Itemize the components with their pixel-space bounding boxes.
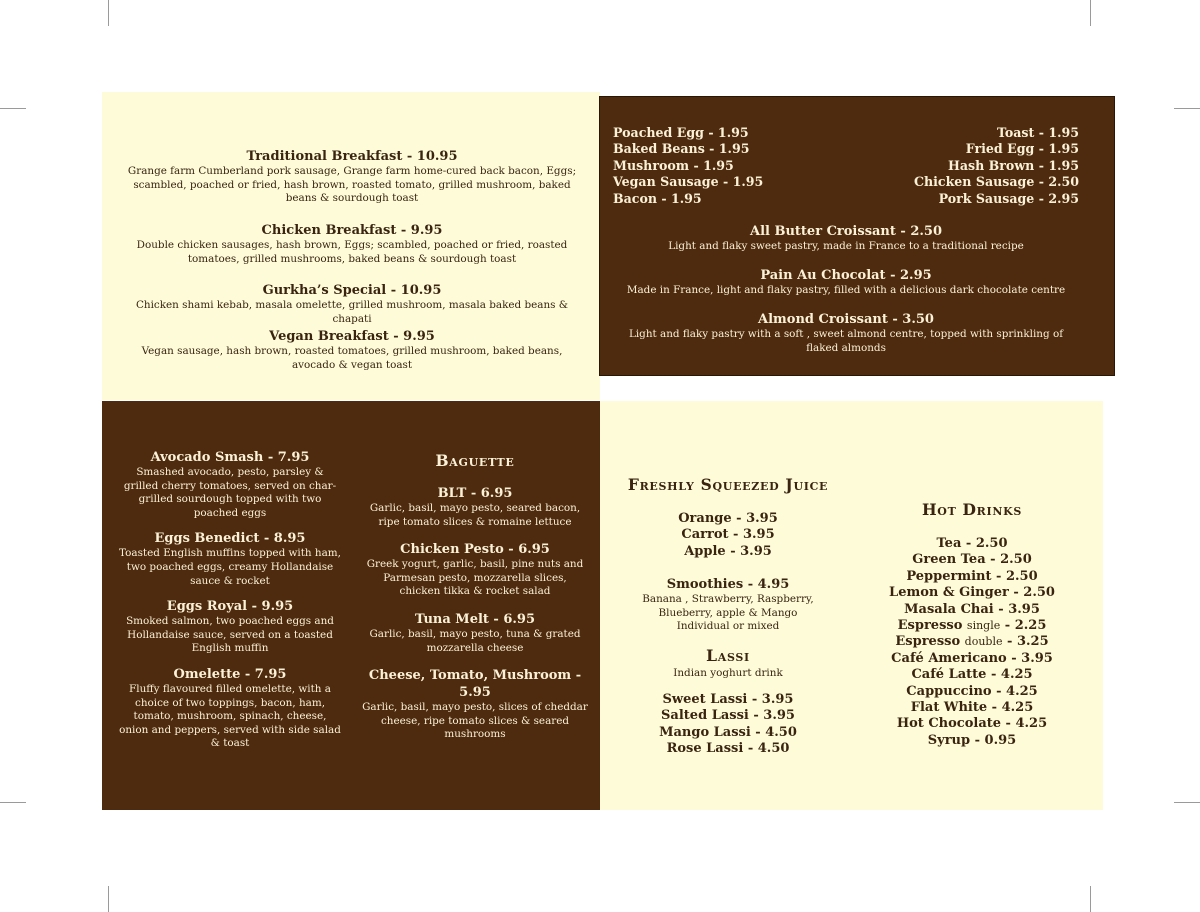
menu-item-title: Eggs Benedict - 8.95 <box>154 531 306 547</box>
drink-name: Café Americano <box>891 650 1007 666</box>
hot-drink-item <box>862 700 1082 716</box>
menu-item <box>118 530 342 588</box>
menu-item-title: Chicken Pesto - 6.95 <box>400 542 550 558</box>
menu-item-title: Chicken Breakfast - 9.95 <box>261 223 443 238</box>
menu-item-desc: Garlic, basil, mayo pesto, seared bacon, ripe tomato slices & romaine lettuce <box>369 502 581 528</box>
extra-item: Pork Sausage - 2.95 <box>938 190 1079 206</box>
hot-drink-item <box>862 634 1082 650</box>
crop-mark <box>108 0 109 26</box>
drink-name: Syrup <box>927 732 971 748</box>
hot-drink-item <box>862 569 1082 585</box>
extra-item: Fried Egg - 1.95 <box>965 141 1079 157</box>
extras-panel <box>599 96 1115 376</box>
hot-food-panel <box>102 401 601 810</box>
lassi-subtitle: Indian yoghurt drink <box>673 667 783 679</box>
extras-left-list <box>613 125 763 207</box>
hot-drink-item <box>862 585 1082 601</box>
drink-size-note: single <box>966 619 1001 633</box>
baguette-column <box>362 451 588 742</box>
menu-item-desc: Garlic, basil, mayo pesto, slices of cheddar cheese, ripe tomato slices & seared mushrooms <box>362 701 588 741</box>
menu-item-desc: Toasted English muffins topped with ham, two poached eggs, creamy Hollandaise sauce & rocket <box>119 547 341 587</box>
extra-item: Hash Brown - 1.95 <box>947 157 1079 173</box>
menu-item-desc: Fluffy flavoured filled omelette, with a choice of two toppings, bacon, ham, tomato, mushroom, spinach, cheese, onion and peppers, served with side salad & toast <box>119 682 341 750</box>
menu-item-desc: Smoked salmon, two poached eggs and Hollandaise sauce, served on a toasted English muffin <box>126 615 334 655</box>
section-heading: Baguette <box>435 451 515 470</box>
menu-item <box>362 667 588 742</box>
drink-name: Hot Chocolate <box>896 716 1002 732</box>
drink-price: - 2.50 <box>961 536 1008 551</box>
hot-drink-item <box>862 651 1082 667</box>
drink-price: - 2.50 <box>985 552 1032 568</box>
drink-name: Lemon & Ginger <box>889 585 1009 601</box>
drink-size-note: double <box>964 635 1003 649</box>
lassi-item: Rose Lassi - 4.50 <box>666 741 790 757</box>
extra-item: Chicken Sausage - 2.50 <box>913 174 1079 190</box>
menu-item <box>122 222 582 266</box>
hot-drink-item <box>862 684 1082 700</box>
hot-drink-item <box>862 536 1082 552</box>
drink-price: - 0.95 <box>970 732 1017 748</box>
lassi-item: Mango Lassi - 4.50 <box>659 724 797 740</box>
pastry-item <box>618 223 1074 254</box>
hot-drink-item <box>862 716 1082 732</box>
extra-item: Toast - 1.95 <box>996 125 1079 140</box>
extra-item: Bacon - 1.95 <box>613 190 702 206</box>
extra-item: Mushroom - 1.95 <box>613 157 734 173</box>
menu-item-title: Eggs Royal - 9.95 <box>166 599 294 615</box>
pastry-item <box>618 267 1074 298</box>
hot-dishes-column <box>118 449 342 751</box>
menu-item-desc: Garlic, basil, mayo pesto, tuna & grated mozzarella cheese <box>369 627 581 654</box>
menu-item-title: Omelette - 7.95 <box>173 666 287 682</box>
drink-price: - 2.25 <box>1000 618 1047 634</box>
hot-drink-item <box>862 667 1082 683</box>
menu-item-desc: Double chicken sausages, hash brown, Eggs; scambled, poached or fried, roasted tomatoes, grilled mushrooms, baked beans & sourdough toast <box>136 239 568 265</box>
drink-price: - 3.25 <box>1002 634 1049 650</box>
drink-name: Cappuccino <box>906 683 992 699</box>
drinks-panel <box>600 401 1103 810</box>
smoothies <box>606 576 850 634</box>
menu-item-desc: Smashed avocado, pesto, parsley & grilled cherry tomatoes, served on char- grilled sourdough topped with two poached eggs <box>123 466 337 519</box>
section-heading: Freshly Squeezed Juice <box>627 475 829 494</box>
drink-name: Peppermint <box>906 568 992 584</box>
drink-name: Masala Chai <box>904 601 994 617</box>
breakfast-panel <box>102 92 600 400</box>
drink-name: Café Latte <box>911 667 987 683</box>
hot-drinks-column <box>862 500 1082 749</box>
menu-item-title: BLT - 6.95 <box>437 486 513 501</box>
extras-right-list <box>914 125 1079 207</box>
pastry-title: All Butter Croissant - 2.50 <box>749 224 943 239</box>
extra-item: Vegan Sausage - 1.95 <box>613 174 764 190</box>
menu-item <box>122 328 582 372</box>
crop-mark <box>1090 0 1091 26</box>
lassi-item: Salted Lassi - 3.95 <box>661 708 795 724</box>
hot-drink-item <box>862 552 1082 568</box>
hot-drink-item <box>862 618 1082 634</box>
crop-mark <box>0 802 26 803</box>
menu-item <box>118 666 342 751</box>
hot-drink-item <box>862 602 1082 618</box>
crop-mark <box>1174 802 1200 803</box>
drink-price: - 4.25 <box>991 683 1038 699</box>
menu-item <box>118 598 342 656</box>
drink-price: - 2.50 <box>1008 585 1055 601</box>
menu-item-desc: Vegan sausage, hash brown, roasted tomatoes, grilled mushroom, baked beans, avocado & vegan toast <box>141 345 563 371</box>
menu-item-title: Vegan Breakfast - 9.95 <box>269 329 435 344</box>
crop-mark <box>1174 108 1200 109</box>
drink-name: Espresso <box>895 634 961 650</box>
smoothies-desc: Banana , Strawberry, Raspberry, Blueberry, apple & Mango <box>642 593 814 619</box>
menu-item-desc: Grange farm Cumberland pork sausage, Grange farm home-cured back bacon, Eggs; scambled, poached or fried, hash brown, roasted tomato, grilled mushroom, baked beans & sourdough toast <box>127 165 577 205</box>
extra-item: Baked Beans - 1.95 <box>613 141 750 157</box>
drink-name: Espresso <box>897 618 963 634</box>
menu-item-title: Cheese, Tomato, Mushroom - 5.95 <box>368 668 582 701</box>
drink-price: - 2.50 <box>991 568 1038 584</box>
drink-price: - 4.25 <box>987 700 1034 716</box>
crop-mark <box>0 108 26 109</box>
drink-name: Green Tea <box>912 552 986 568</box>
juice-item: Carrot - 3.95 <box>681 527 775 543</box>
pastry-title: Pain Au Chocolat - 2.95 <box>760 268 932 283</box>
smoothies-title: Smoothies - 4.95 <box>666 577 790 593</box>
menu-item-desc: Greek yogurt, garlic, basil, pine nuts and Parmesan pesto, mozzarella slices, chicken tikka & rocket salad <box>366 558 584 598</box>
juice-item: Orange - 3.95 <box>678 511 778 526</box>
drink-name: Flat White <box>910 700 988 716</box>
menu-item <box>362 485 588 529</box>
menu-item <box>122 148 582 206</box>
hot-drink-item <box>862 733 1082 749</box>
pastry-desc: Light and flaky sweet pastry, made in France to a traditional recipe <box>668 240 1024 252</box>
drink-name: Tea <box>936 536 962 551</box>
section-heading: Lassi <box>706 646 750 665</box>
menu-item-title: Traditional Breakfast - 10.95 <box>246 149 458 164</box>
drink-price: - 4.25 <box>1001 716 1048 732</box>
pastry-item <box>618 311 1074 355</box>
pastry-desc: Light and flaky pastry with a soft , sweet almond centre, topped with sprinkling of flaked almonds <box>628 328 1064 354</box>
pastry-title: Almond Croissant - 3.50 <box>758 312 934 327</box>
extra-item: Poached Egg - 1.95 <box>613 125 749 140</box>
pastry-desc: Made in France, light and flaky pastry, filled with a delicious dark chocolate centre <box>626 284 1066 296</box>
lassi-item: Sweet Lassi - 3.95 <box>662 692 794 707</box>
smoothies-note: Individual or mixed <box>676 620 780 633</box>
juice-item: Apple - 3.95 <box>684 543 772 559</box>
menu-item <box>362 611 588 655</box>
menu-item <box>118 449 342 520</box>
menu-item-title: Tuna Melt - 6.95 <box>414 611 536 627</box>
crop-mark <box>1090 886 1091 912</box>
drink-price: - 3.95 <box>1006 650 1053 666</box>
menu-item-title: Gurkha’s Special - 10.95 <box>262 283 442 298</box>
menu-item-title: Avocado Smash - 7.95 <box>150 450 310 465</box>
drink-price: - 3.95 <box>993 601 1040 617</box>
menu-item <box>362 541 588 599</box>
menu-item-desc: Chicken shami kebab, masala omelette, grilled mushroom, masala baked beans & chapati <box>135 299 569 325</box>
crop-mark <box>108 886 109 912</box>
juice-column <box>606 475 850 758</box>
drink-price: - 4.25 <box>986 667 1033 683</box>
menu-item <box>122 282 582 326</box>
section-heading: Hot Drinks <box>921 500 1023 519</box>
